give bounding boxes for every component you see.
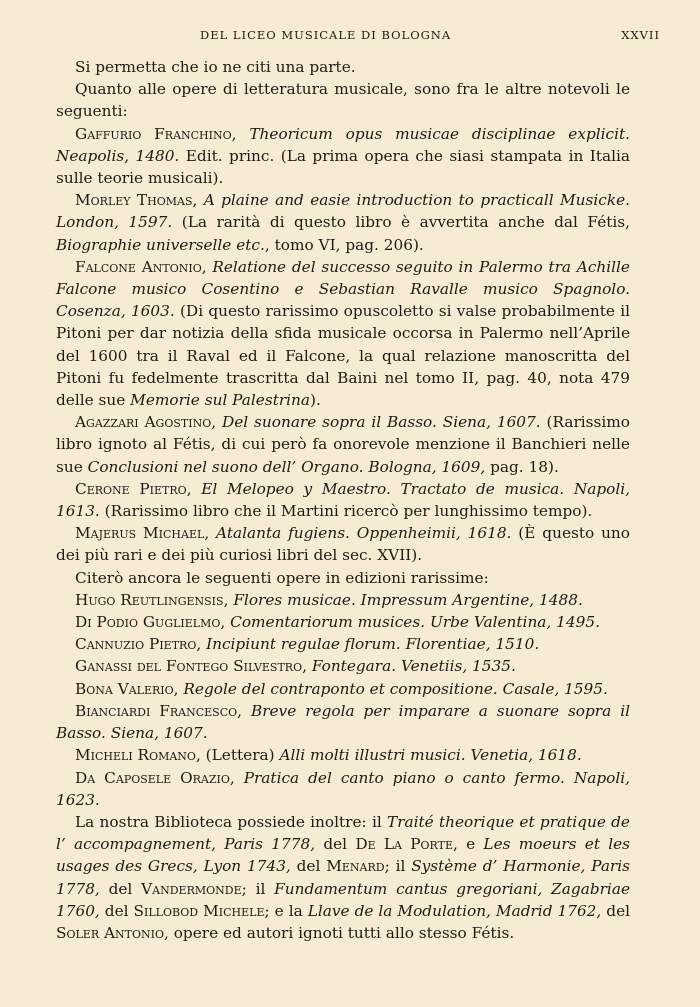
paragraph — [56, 611, 630, 633]
text-run: Si permetta che io ne citi una parte. — [75, 58, 356, 76]
paragraph — [56, 567, 630, 589]
text-run: del — [99, 879, 142, 898]
author-name: Da Caposele Orazio — [75, 768, 230, 787]
title-text: Breve regola per imparare a suonare sopra il Basso. Siena, 1607. — [56, 701, 630, 743]
author-name: De La Porte — [355, 835, 453, 854]
title-text: Llave de la Modulation, Madrid 1762, — [307, 901, 602, 920]
body-text — [56, 56, 630, 944]
author-name: Menard — [326, 857, 385, 876]
text-run: del — [290, 857, 327, 876]
running-header — [200, 28, 660, 44]
paragraph — [56, 56, 630, 78]
author-name: Falcone Antonio — [75, 257, 202, 276]
paragraph — [56, 700, 630, 744]
text-run: ; il — [384, 857, 412, 876]
text-run: del — [601, 901, 631, 920]
author-name: Cerone Pietro — [75, 479, 187, 498]
paragraph — [56, 767, 630, 811]
text-run: , — [173, 679, 184, 698]
author-name: Soler Antonio — [56, 923, 164, 942]
text-run: , — [201, 257, 213, 276]
title-text: Regole del contraponto et compositione. Casale, 1595. — [183, 679, 608, 698]
title-text: Del suonare sopra il Basso. Siena, 1607. — [221, 413, 541, 432]
title-text: Relatione del successo seguito in Palermo tra Achille Falcone musico Cosentino e Sebastian Ravalle musico Spagnolo. Cosenza, 1603. — [56, 257, 630, 321]
text-run: , — [211, 413, 222, 432]
paragraph — [56, 678, 630, 700]
text-run: , — [196, 635, 207, 654]
paragraph — [56, 744, 630, 766]
page-number: XXVII — [621, 28, 660, 42]
text-run: ). — [310, 391, 321, 410]
author-name: Sillobod Michele — [133, 901, 265, 920]
paragraph — [56, 633, 630, 655]
text-run: del — [315, 835, 356, 854]
paragraph — [56, 478, 630, 522]
title-text: Système d’ Harmonie, Paris 1778, — [56, 857, 630, 898]
text-run: La nostra Biblioteca possiede inoltre: il — [75, 812, 387, 831]
running-title: DEL LICEO MUSICALE DI BOLOGNA — [200, 28, 452, 42]
paragraph — [56, 589, 630, 611]
text-run: (Di questo rarissimo opuscoletto si valse probabilmente il Pitoni per dar notizia della sfida musicale occorsa in Palermo nell’Aprile del 1600 tra il Raval ed il Falcone, la qual relazione manoscritta del Pitoni fu fedelmente trascritta dal Baini nel tomo II, pag. 40, nota 479 delle sue — [56, 302, 630, 410]
text-run: del — [99, 901, 134, 920]
paragraph — [56, 189, 630, 256]
author-name: Micheli Romano — [75, 746, 196, 765]
author-name: Agazzari Agostino — [75, 413, 212, 432]
paragraph — [56, 78, 630, 122]
paragraph — [56, 256, 630, 411]
author-name: Majerus Michael — [75, 524, 205, 543]
title-text: Pratica del canto piano o canto fermo. Napoli, 1623. — [56, 768, 630, 809]
author-name: Vandermonde — [141, 879, 242, 898]
text-run: , e — [453, 835, 484, 854]
text-run: , — [192, 191, 204, 210]
paragraph — [56, 522, 630, 566]
text-run: ; il — [241, 879, 275, 898]
text-run: (Rarissimo libro ignoto al Fétis, di cui però fa onorevole menzione il Banchieri nelle sue — [56, 413, 630, 476]
text-run: , tomo VI, pag. 206). — [264, 235, 424, 254]
text-run: (Rarissimo libro che il Martini ricercò per lunghissimo tempo). — [99, 502, 593, 521]
title-text: Memorie sul Palestrina — [130, 391, 311, 410]
text-run: (La rarità di questo libro è avvertita anche dal Fétis, — [172, 213, 631, 232]
title-text: Traité theorique et pratique de l’ accompagnement, Paris 1778, — [56, 812, 630, 854]
author-name: Hugo Reutlingensis — [75, 590, 224, 609]
author-name: Gaffurio Franchino — [75, 124, 232, 143]
title-text: Fontegara. Venetiis, 1535. — [311, 657, 516, 676]
text-run: (È questo uno dei più rari e dei più curiosi libri del sec. XVII). — [56, 524, 630, 565]
text-run: , opere ed autori ignoti tutti allo stesso Fétis. — [164, 923, 515, 942]
text-run: , — [237, 701, 251, 720]
title-text: El Melopeo y Maestro. Tractato de musica. Napoli, 1613. — [56, 479, 631, 521]
title-text: Flores musicae. Impressum Argentine, 1488. — [233, 590, 583, 609]
author-name: Morley Thomas — [75, 191, 193, 210]
text-run: , — [302, 657, 312, 676]
title-text: Biographie universelle etc. — [56, 235, 265, 254]
text-run: , — [220, 613, 231, 632]
paragraph — [56, 411, 630, 478]
text-run: , — [223, 590, 234, 609]
text-run: Quanto alle opere di letteratura musicale, sono fra le altre notevoli le seguenti: — [56, 80, 630, 121]
title-text: Incipiunt regulae florum. Florentiae, 1510. — [206, 635, 540, 654]
title-text: Conclusioni nel suono dell’ Organo. Bologna, 1609, — [87, 457, 486, 476]
title-text: A plaine and easie introduction to practicall Musicke. London, 1597. — [56, 191, 631, 232]
paragraph — [56, 811, 630, 944]
title-text: Fundamentum cantus gregoriani, Zagabriae 1760, — [56, 879, 630, 920]
text-run: Edit. princ. (La prima opera che siasi stampata in Italia sulle teorie musicali). — [56, 146, 631, 188]
text-run: Citerò ancora le seguenti opere in edizioni rarissime: — [75, 568, 489, 587]
author-name: Bianciardi Francesco — [75, 701, 238, 720]
text-run: ; e la — [264, 901, 308, 920]
title-text: Comentariorum musices. Urbe Valentina, 1495. — [230, 613, 600, 632]
title-text: Les moeurs et les usages des Grecs, Lyon 1743, — [56, 835, 631, 876]
text-run: , — [204, 524, 217, 543]
text-run: , — [229, 768, 244, 787]
title-text: Alli molti illustri musici. Venetia, 1618. — [279, 746, 582, 765]
text-run: , — [231, 124, 250, 143]
text-run: pag. 18). — [485, 457, 559, 476]
author-name: Bona Valerio — [75, 679, 174, 698]
author-name: Ganassi del Fontego Silvestro — [75, 657, 303, 676]
title-text: Atalanta fugiens. Oppenheimii, 1618. — [216, 524, 512, 543]
paragraph — [56, 123, 630, 190]
paragraph — [56, 655, 630, 677]
title-text: Theoricum opus musicae disciplinae explicit. Neapolis, 1480. — [56, 124, 630, 165]
author-name: Cannuzio Pietro — [75, 635, 197, 654]
text-run: , — [186, 479, 202, 498]
text-run: , (Lettera) — [195, 746, 280, 765]
author-name: Di Podio Guglielmo — [75, 613, 221, 632]
